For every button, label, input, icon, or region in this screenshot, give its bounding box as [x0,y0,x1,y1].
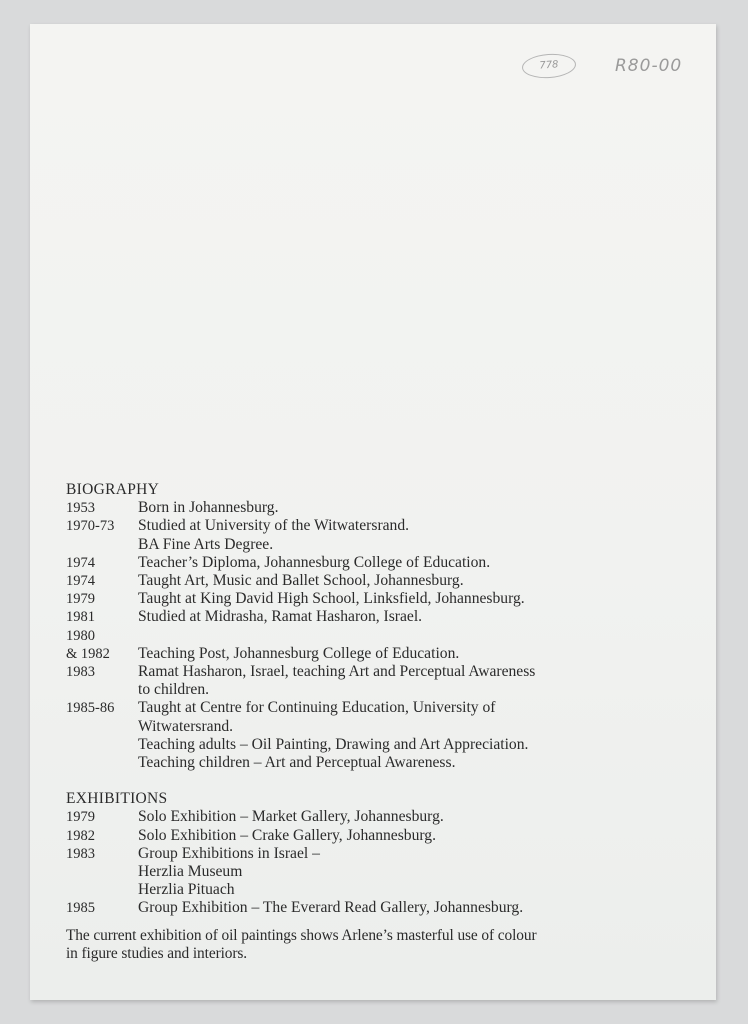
entry-year: 1983 [66,664,95,681]
biography-entry [66,681,696,699]
exhibition-entry [66,863,696,881]
biography-entry [66,517,696,535]
exhibition-entry [66,881,696,899]
exhibition-entry [66,845,696,863]
biography-heading: BIOGRAPHY [66,481,160,498]
biography-entry [66,645,696,663]
entry-year: 1982 [66,827,95,844]
biography-entry [66,536,696,554]
document-body [66,481,696,963]
biography-list [66,499,696,772]
entry-text: Ramat Hasharon, Israel, teaching Art and Perceptual Awareness [138,663,536,681]
entry-year: 1985 [66,900,95,917]
entry-year [66,736,138,754]
entry-text: Teaching children – Art and Perceptual Awareness. [138,754,456,772]
entry-year: 1980 [66,627,95,644]
biography-entry [66,554,696,572]
exhibition-entry [66,808,696,826]
entry-text: Herzlia Pituach [138,881,235,899]
biography-entry [66,608,696,626]
handwritten-circled-number: 778 [521,52,577,80]
entry-year: 1979 [66,809,95,826]
biography-entry [66,627,696,645]
entry-text: Taught Art, Music and Ballet School, Johannesburg. [138,572,464,590]
biography-entry [66,663,696,681]
document-page [30,24,716,1000]
entry-year: 1979 [66,591,95,608]
entry-text: BA Fine Arts Degree. [138,535,274,553]
handwritten-price: R80-00 [615,56,683,76]
entry-year [66,881,138,899]
entry-text: to children. [138,681,210,699]
biography-entry [66,754,696,772]
closing-statement [66,927,696,963]
entry-text: Studied at Midrasha, Ramat Hasharon, Israel. [138,608,423,626]
exhibition-entry [66,899,696,917]
entry-year: 1985-86 [66,700,115,717]
entry-text: Solo Exhibition – Crake Gallery, Johannesburg. [138,826,436,844]
entry-year: 1981 [66,609,95,626]
closing-statement-line: in figure studies and interiors. [66,944,248,962]
biography-entry [66,572,696,590]
entry-text: Group Exhibition – The Everard Read Gallery, Johannesburg. [138,899,524,917]
entry-text [138,627,696,645]
entry-text: Taught at Centre for Continuing Education, University of [138,699,496,717]
biography-entry [66,736,696,754]
exhibitions-heading: EXHIBITIONS [66,790,168,808]
entry-year: & 1982 [66,645,110,662]
biography-entry [66,718,696,736]
entry-year: 1974 [66,573,95,590]
entry-year [66,536,138,554]
entry-year [66,754,138,772]
exhibition-entry [66,827,696,845]
biography-entry [66,699,696,717]
entry-year [66,863,138,881]
exhibitions-list [66,808,696,917]
entry-text: Born in Johannesburg. [138,499,279,517]
entry-text: Solo Exhibition – Market Gallery, Johannesburg. [138,808,444,826]
biography-entry [66,590,696,608]
entry-year [66,681,138,699]
entry-year: 1953 [66,500,95,517]
entry-text: Herzlia Museum [138,863,243,881]
entry-year: 1983 [66,845,95,862]
entry-text: Taught at King David High School, Linksfield, Johannesburg. [138,590,525,608]
entry-text: Studied at University of the Witwatersrand. [138,517,410,535]
entry-text: Teaching Post, Johannesburg College of Education. [138,644,460,662]
closing-statement-line: The current exhibition of oil paintings shows Arlene’s masterful use of colour [66,926,537,944]
entry-text: Witwatersrand. [138,717,234,735]
entry-year [66,718,138,736]
section-spacer [66,772,696,790]
biography-entry [66,499,696,517]
entry-year: 1974 [66,554,95,571]
entry-text: Teacher’s Diploma, Johannesburg College of Education. [138,553,491,571]
entry-text: Group Exhibitions in Israel – [138,844,320,862]
entry-text: Teaching adults – Oil Painting, Drawing and Art Appreciation. [138,735,529,753]
entry-year: 1970-73 [66,518,115,535]
